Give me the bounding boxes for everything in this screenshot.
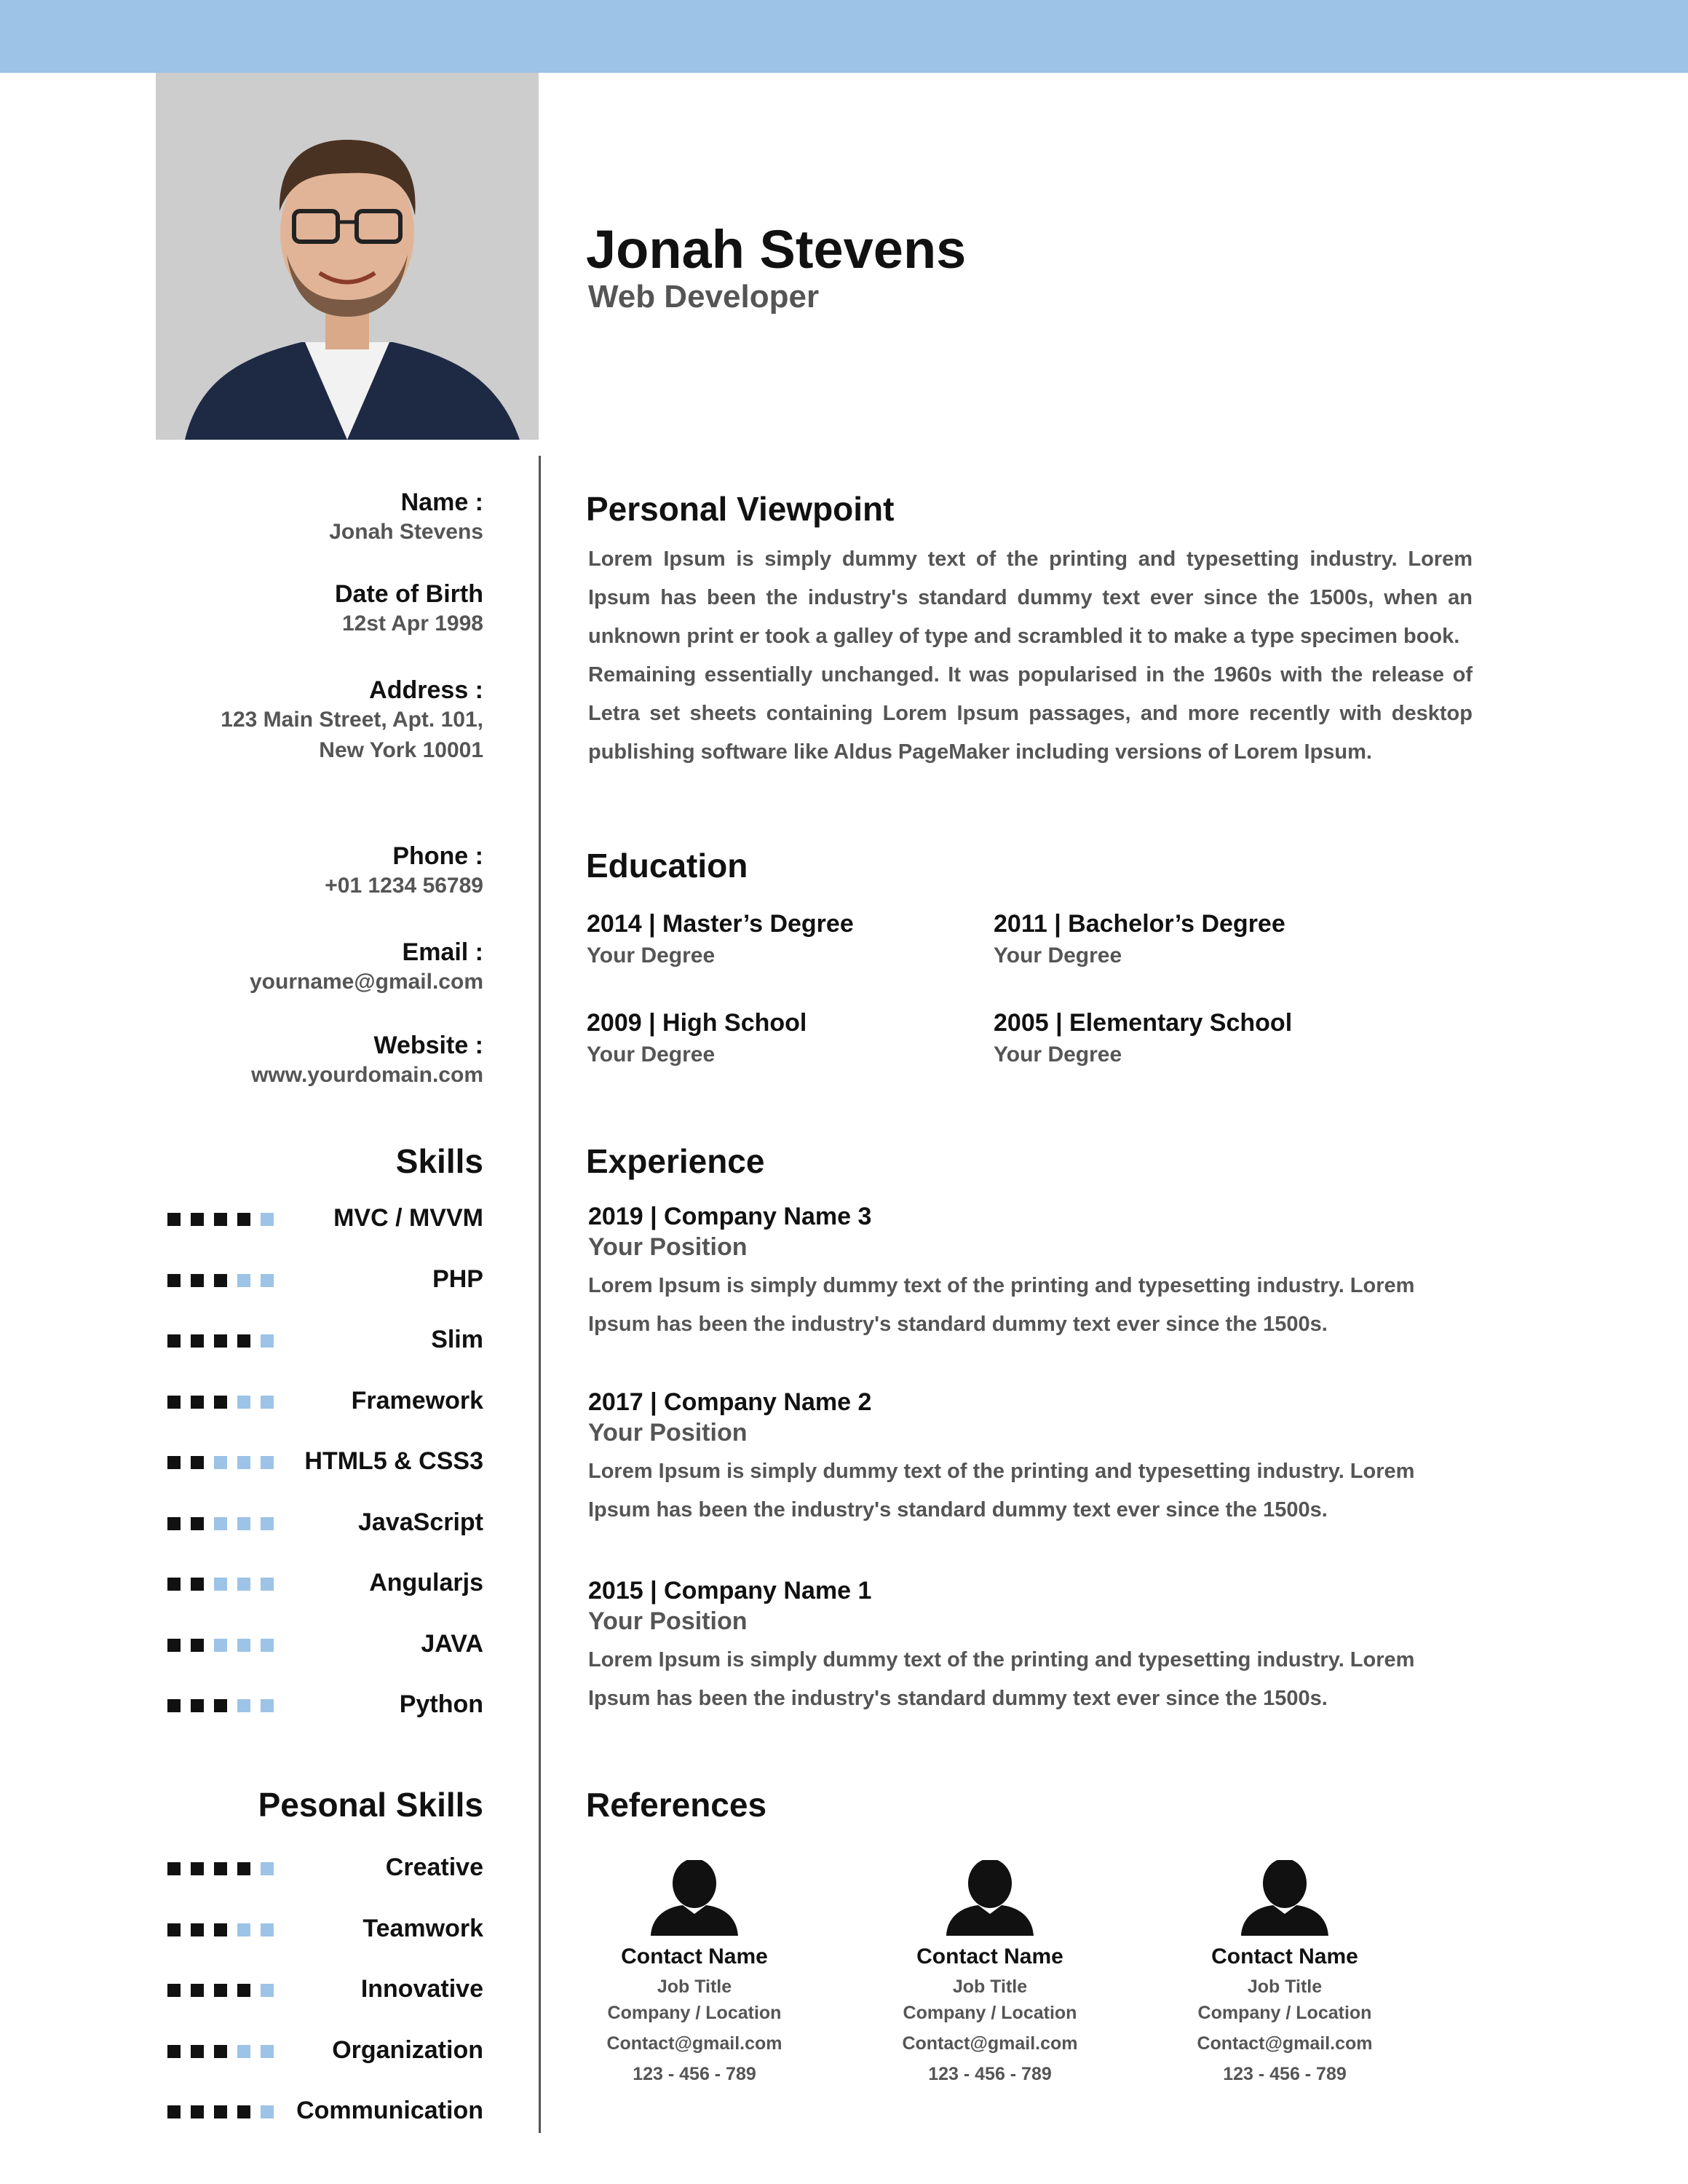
email-value[interactable]: yourname@gmail.com <box>249 970 483 994</box>
skill-level-meter <box>167 1396 274 1409</box>
reference-name: Contact Name <box>916 1944 1063 1969</box>
skill-level-square <box>214 1456 227 1469</box>
skill-level-square <box>191 1862 204 1875</box>
skill-level-square <box>214 1213 227 1226</box>
skill-level-square <box>237 1517 250 1530</box>
education-item-title: 2009 | High School <box>587 1009 807 1037</box>
address-label: Address : <box>369 676 483 704</box>
skill-row <box>167 1265 483 1294</box>
address-line1: 123 Main Street, Apt. 101, <box>221 708 483 732</box>
skill-level-square <box>191 1396 204 1409</box>
skill-row <box>167 1508 483 1538</box>
education-item-title: 2005 | Elementary School <box>994 1009 1293 1037</box>
personal-skills-heading: Pesonal Skills <box>258 1786 483 1824</box>
reference-card <box>563 1860 825 2087</box>
skill-level-square <box>191 1699 204 1712</box>
skill-level-square <box>191 1578 204 1591</box>
education-item-title: 2011 | Bachelor’s Degree <box>994 910 1285 938</box>
viewpoint-heading: Personal Viewpoint <box>586 490 895 528</box>
dob-label: Date of Birth <box>335 580 483 608</box>
skill-level-square <box>191 2045 204 2058</box>
references-heading: References <box>586 1786 767 1824</box>
skill-level-meter <box>167 1517 274 1530</box>
skill-level-meter <box>167 1578 274 1591</box>
skill-level-square <box>167 1213 181 1226</box>
name-value: Jonah Stevens <box>329 520 483 544</box>
website-block <box>251 1031 483 1091</box>
skill-level-square <box>261 2105 274 2118</box>
skill-level-meter <box>167 1862 274 1875</box>
dob-value: 12st Apr 1998 <box>341 612 483 636</box>
skill-level-square <box>237 1578 250 1591</box>
skill-level-square <box>167 1639 181 1652</box>
skill-row <box>167 1204 483 1233</box>
skill-name: Angularjs <box>369 1569 483 1597</box>
skill-level-meter <box>167 1984 274 1997</box>
experience-item-title: 2015 | Company Name 1 <box>588 1577 872 1605</box>
experience-item-description: Lorem Ipsum is simply dummy text of the printing and typesetting industry. Lorem Ipsum has been the industry's standard dummy text ever since the 1500s. <box>588 1460 1415 1522</box>
education-item-degree: Your Degree <box>994 1042 1122 1067</box>
skill-level-square <box>237 1213 250 1226</box>
experience-item-title: 2017 | Company Name 2 <box>588 1388 872 1416</box>
experience-item-position: Your Position <box>588 1607 748 1635</box>
skill-level-square <box>261 1639 274 1652</box>
reference-phone: 123 - 456 - 789 <box>633 2064 756 2084</box>
contact-name-block <box>329 488 483 547</box>
skill-level-square <box>191 1984 204 1997</box>
skill-level-square <box>167 1578 181 1591</box>
skill-level-square <box>167 2105 181 2118</box>
skill-level-square <box>261 1213 274 1226</box>
skill-name: HTML5 & CSS3 <box>304 1447 483 1475</box>
skill-row <box>167 1326 483 1355</box>
skill-row <box>167 1569 483 1598</box>
reference-card <box>859 1860 1121 2087</box>
experience-item-position: Your Position <box>588 1419 748 1447</box>
experience-item-description: Lorem Ipsum is simply dummy text of the printing and typesetting industry. Lorem Ipsum has been the industry's standard dummy text ever since the 1500s. <box>588 1274 1415 1336</box>
skill-level-square <box>167 1862 181 1875</box>
phone-label: Phone : <box>392 842 483 870</box>
reference-name: Contact Name <box>1211 1944 1358 1969</box>
candidate-title: Web Developer <box>588 279 820 314</box>
skill-level-square <box>261 1274 274 1287</box>
skill-name: Python <box>399 1690 483 1718</box>
skill-name: Teamwork <box>362 1914 483 1942</box>
skill-level-square <box>261 1396 274 1409</box>
name-label: Name : <box>400 488 483 516</box>
reference-name: Contact Name <box>621 1944 768 1969</box>
reference-email[interactable]: Contact@gmail.com <box>606 2033 782 2054</box>
reference-job: Job Title <box>1247 1977 1323 1997</box>
skill-level-square <box>191 1923 204 1936</box>
experience-item-title: 2019 | Company Name 3 <box>588 1203 872 1230</box>
skill-level-square <box>167 1456 181 1469</box>
column-divider <box>539 456 541 2133</box>
phone-block <box>325 842 483 901</box>
skill-name: Slim <box>431 1326 483 1353</box>
portrait-illustration <box>156 73 539 440</box>
skill-level-meter <box>167 1334 274 1348</box>
skill-name: JAVA <box>421 1629 483 1658</box>
reference-email[interactable]: Contact@gmail.com <box>1197 2033 1373 2054</box>
skill-name: Creative <box>385 1853 483 1881</box>
experience-item-position: Your Position <box>588 1233 748 1261</box>
skill-level-square <box>237 1639 250 1652</box>
skill-level-square <box>237 2045 250 2058</box>
person-icon <box>945 1860 1035 1936</box>
skill-level-square <box>191 1639 204 1652</box>
education-item-degree: Your Degree <box>587 1042 716 1067</box>
skill-level-square <box>261 1923 274 1936</box>
education-item-title: 2014 | Master’s Degree <box>587 910 854 938</box>
skill-level-square <box>261 1334 274 1348</box>
skill-level-meter <box>167 1456 274 1469</box>
reference-company: Company / Location <box>903 2003 1077 2023</box>
viewpoint-paragraph-1: Lorem Ipsum is simply dummy text of the printing and typesetting industry. Lorem Ipsum has been the industry's standard dummy text ever since the 1500s, when an unknown print er took a galley of type and scrambled it to make a type specimen book. <box>588 547 1473 648</box>
skill-level-meter <box>167 1274 274 1287</box>
skill-level-square <box>167 1923 181 1936</box>
skill-level-square <box>237 1456 250 1469</box>
skill-level-square <box>237 1274 250 1287</box>
viewpoint-paragraph-2: Remaining essentially unchanged. It was popularised in the 1960s with the release of Letra set sheets containing Lorem Ipsum passages, and more recently with desktop publishing software like Aldus PageMaker including versions of Lorem Ipsum. <box>588 663 1473 764</box>
skill-level-square <box>237 1334 250 1348</box>
skill-level-square <box>167 1274 181 1287</box>
person-icon <box>649 1860 740 1936</box>
skill-level-meter <box>167 1639 274 1652</box>
experience-heading: Experience <box>586 1142 765 1180</box>
education-item-degree: Your Degree <box>587 943 716 968</box>
skill-level-square <box>191 1517 204 1530</box>
skill-name: Framework <box>351 1386 483 1415</box>
skill-level-square <box>237 1699 250 1712</box>
address-line2: New York 10001 <box>319 738 483 762</box>
email-label: Email : <box>402 938 483 966</box>
skill-level-meter <box>167 1923 274 1936</box>
skill-level-square <box>237 1862 250 1875</box>
skill-level-square <box>191 1213 204 1226</box>
skill-level-square <box>191 2105 204 2118</box>
skill-name: Innovative <box>360 1975 483 2003</box>
skill-level-square <box>167 1984 181 1997</box>
skill-level-square <box>237 1923 250 1936</box>
skill-row <box>167 1975 483 2004</box>
skills-heading: Skills <box>395 1142 483 1180</box>
address-block <box>221 676 483 766</box>
skill-level-square <box>214 1984 227 1997</box>
skill-level-square <box>167 1517 181 1530</box>
skill-level-square <box>167 1396 181 1409</box>
skill-level-square <box>214 1699 227 1712</box>
skill-level-square <box>214 1639 227 1652</box>
skill-level-meter <box>167 1699 274 1712</box>
skill-level-square <box>237 2105 250 2118</box>
skill-row <box>167 1690 483 1720</box>
skill-name: PHP <box>432 1265 483 1293</box>
skill-level-square <box>214 1274 227 1287</box>
skill-level-square <box>191 1274 204 1287</box>
website-label: Website : <box>373 1032 483 1059</box>
reference-card <box>1154 1860 1416 2087</box>
skill-level-meter <box>167 1213 274 1226</box>
skill-row <box>167 1387 483 1416</box>
skill-level-square <box>167 2045 181 2058</box>
skill-level-square <box>261 2045 274 2058</box>
profile-photo <box>156 73 539 440</box>
skill-row <box>167 2036 483 2065</box>
header-accent-bar <box>0 0 1688 73</box>
email-block <box>250 938 483 997</box>
skill-level-square <box>214 2105 227 2118</box>
skill-level-square <box>214 1862 227 1875</box>
reference-phone: 123 - 456 - 789 <box>1223 2064 1347 2084</box>
skill-row <box>167 1447 483 1476</box>
reference-job: Job Title <box>952 1977 1028 1997</box>
education-heading: Education <box>586 847 748 885</box>
skill-level-meter <box>167 2105 274 2118</box>
skill-row <box>167 1915 483 1944</box>
skill-level-square <box>261 1456 274 1469</box>
skill-level-square <box>214 1396 227 1409</box>
skill-name: MVC / MVVM <box>333 1204 483 1232</box>
phone-value: +01 1234 56789 <box>325 874 483 898</box>
skill-level-square <box>214 2045 227 2058</box>
skill-row <box>167 2097 483 2126</box>
skill-level-square <box>261 1699 274 1712</box>
skill-row <box>167 1853 483 1883</box>
skill-name: Communication <box>296 2097 483 2124</box>
skill-level-square <box>167 1334 181 1348</box>
skill-level-square <box>214 1923 227 1936</box>
experience-item-description: Lorem Ipsum is simply dummy text of the printing and typesetting industry. Lorem Ipsum has been the industry's standard dummy text ever since the 1500s. <box>588 1648 1415 1710</box>
skill-level-square <box>261 1984 274 1997</box>
skill-level-square <box>261 1578 274 1591</box>
skill-level-square <box>214 1517 227 1530</box>
skill-level-meter <box>167 2045 274 2058</box>
skill-level-square <box>261 1517 274 1530</box>
reference-company: Company / Location <box>1197 2003 1372 2023</box>
person-icon <box>1240 1860 1330 1936</box>
skill-row <box>167 1630 483 1659</box>
skill-level-square <box>261 1862 274 1875</box>
skill-level-square <box>191 1334 204 1348</box>
reference-company: Company / Location <box>607 2003 782 2023</box>
skill-level-square <box>214 1334 227 1348</box>
reference-phone: 123 - 456 - 789 <box>928 2064 1052 2084</box>
education-item-degree: Your Degree <box>994 943 1122 968</box>
skill-level-square <box>237 1984 250 1997</box>
skill-level-square <box>237 1396 250 1409</box>
skill-name: JavaScript <box>358 1508 483 1536</box>
skill-level-square <box>214 1578 227 1591</box>
dob-block <box>335 579 483 639</box>
skill-name: Organization <box>332 2035 483 2064</box>
reference-job: Job Title <box>657 1977 732 1997</box>
skill-level-square <box>191 1456 204 1469</box>
reference-email[interactable]: Contact@gmail.com <box>902 2033 1078 2054</box>
website-value[interactable]: www.yourdomain.com <box>251 1063 483 1087</box>
skill-level-square <box>167 1699 181 1712</box>
candidate-name: Jonah Stevens <box>586 219 967 280</box>
